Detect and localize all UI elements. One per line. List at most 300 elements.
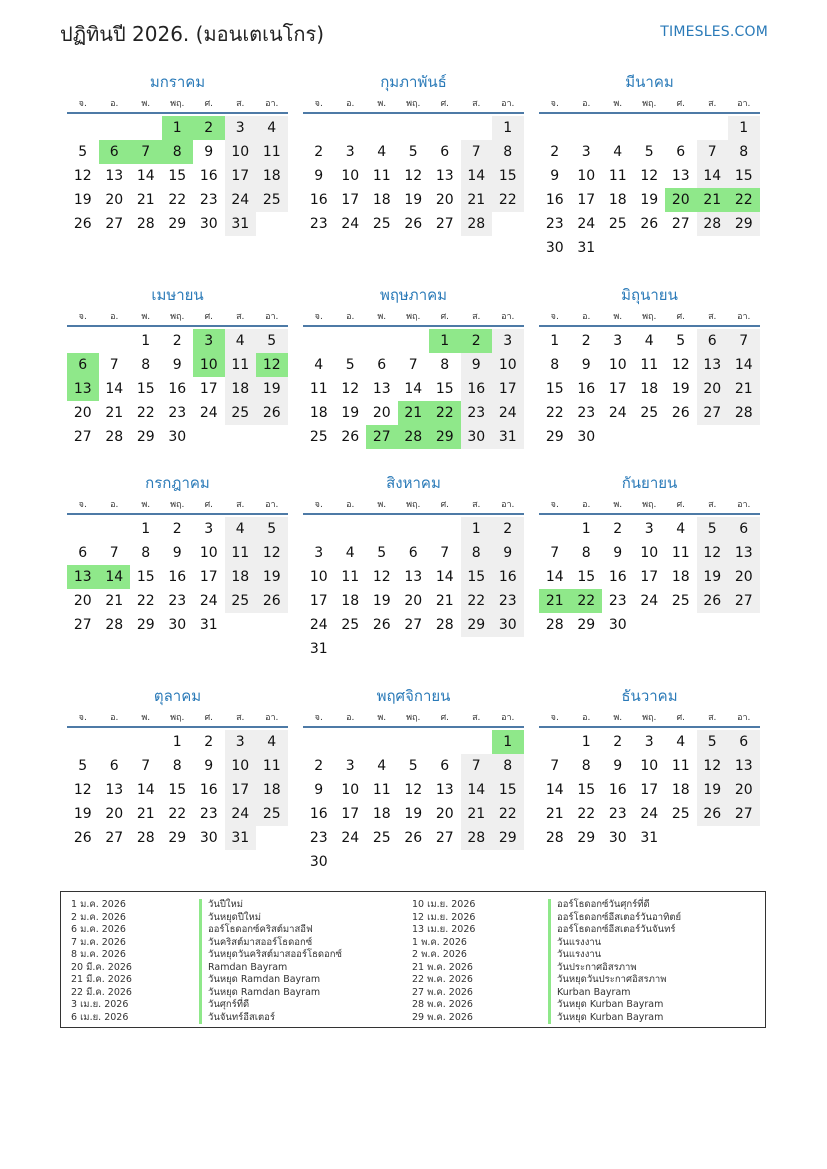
day-cell[interactable]: 6 [728,730,760,754]
day-cell[interactable]: 31 [199,617,218,633]
day-cell[interactable]: 21 [105,593,124,609]
day-cell[interactable]: 8 [581,758,591,774]
day-cell[interactable]: 23 [608,593,627,609]
day-cell[interactable]: 19 [256,565,288,589]
day-cell[interactable]: 22 [492,188,524,212]
day-cell[interactable]: 10 [199,545,218,561]
day-cell[interactable]: 24 [225,802,257,826]
day-cell[interactable]: 12 [73,782,92,798]
day-cell[interactable]: 27 [435,216,454,232]
day-cell[interactable]: 30 [309,854,328,870]
day-cell[interactable]: 30 [492,613,524,637]
day-cell[interactable]: 1 [728,116,760,140]
day-cell[interactable]: 2 [581,333,591,349]
day-cell[interactable]: 3 [193,329,225,353]
day-cell[interactable]: 15 [168,168,187,184]
day-cell[interactable]: 16 [199,782,218,798]
day-cell[interactable]: 23 [168,405,187,421]
day-cell[interactable]: 15 [728,164,760,188]
day-cell[interactable]: 9 [314,782,324,798]
day-cell[interactable]: 11 [256,754,288,778]
day-cell[interactable]: 18 [256,164,288,188]
day-cell[interactable]: 6 [99,140,131,164]
day-cell[interactable]: 16 [608,782,627,798]
day-cell[interactable]: 11 [608,168,627,184]
day-cell[interactable]: 21 [105,405,124,421]
day-cell[interactable]: 21 [461,802,493,826]
day-cell[interactable]: 30 [168,617,187,633]
day-cell[interactable]: 17 [640,569,659,585]
day-cell[interactable]: 24 [309,617,328,633]
day-cell[interactable]: 19 [372,593,391,609]
day-cell[interactable]: 6 [109,758,119,774]
day-cell[interactable]: 9 [314,168,324,184]
day-cell[interactable]: 28 [136,216,155,232]
day-cell[interactable]: 1 [162,116,194,140]
day-cell[interactable]: 2 [193,116,225,140]
day-cell[interactable]: 14 [404,381,423,397]
day-cell[interactable]: 6 [78,545,88,561]
day-cell[interactable]: 14 [545,569,564,585]
day-cell[interactable]: 5 [78,144,88,160]
day-cell[interactable]: 15 [461,565,493,589]
day-cell[interactable]: 31 [309,641,328,657]
day-cell[interactable]: 17 [225,164,257,188]
day-cell[interactable]: 27 [404,617,423,633]
day-cell[interactable]: 15 [435,381,454,397]
day-cell[interactable]: 7 [440,545,450,561]
day-cell[interactable]: 23 [577,405,596,421]
day-cell[interactable]: 22 [168,806,187,822]
day-cell[interactable]: 3 [581,144,591,160]
day-cell[interactable]: 30 [577,429,596,445]
day-cell[interactable]: 25 [671,806,690,822]
day-cell[interactable]: 27 [73,617,92,633]
day-cell[interactable]: 12 [256,353,288,377]
day-cell[interactable]: 13 [671,168,690,184]
day-cell[interactable]: 8 [141,357,151,373]
day-cell[interactable]: 18 [341,593,360,609]
day-cell[interactable]: 6 [408,545,418,561]
day-cell[interactable]: 25 [225,589,257,613]
day-cell[interactable]: 7 [109,545,119,561]
day-cell[interactable]: 26 [404,216,423,232]
day-cell[interactable]: 5 [256,517,288,541]
day-cell[interactable]: 14 [435,569,454,585]
day-cell[interactable]: 5 [676,333,686,349]
day-cell[interactable]: 29 [492,826,524,850]
day-cell[interactable]: 2 [613,521,623,537]
day-cell[interactable]: 15 [168,782,187,798]
day-cell[interactable]: 22 [461,589,493,613]
day-cell[interactable]: 20 [728,565,760,589]
day-cell[interactable]: 12 [73,168,92,184]
day-cell[interactable]: 17 [608,381,627,397]
day-cell[interactable]: 20 [697,377,729,401]
day-cell[interactable]: 16 [168,381,187,397]
day-cell[interactable]: 12 [671,357,690,373]
day-cell[interactable]: 19 [404,806,423,822]
day-cell[interactable]: 24 [225,188,257,212]
day-cell[interactable]: 12 [640,168,659,184]
day-cell[interactable]: 28 [461,212,493,236]
day-cell[interactable]: 18 [256,778,288,802]
day-cell[interactable]: 27 [435,830,454,846]
day-cell[interactable]: 3 [644,734,654,750]
day-cell[interactable]: 1 [141,521,151,537]
day-cell[interactable]: 7 [130,140,162,164]
day-cell[interactable]: 18 [671,569,690,585]
day-cell[interactable]: 1 [581,734,591,750]
day-cell[interactable]: 26 [640,216,659,232]
day-cell[interactable]: 11 [671,758,690,774]
day-cell[interactable]: 23 [461,401,493,425]
day-cell[interactable]: 3 [492,329,524,353]
day-cell[interactable]: 10 [225,140,257,164]
day-cell[interactable]: 30 [199,830,218,846]
day-cell[interactable]: 22 [577,806,596,822]
day-cell[interactable]: 13 [105,782,124,798]
day-cell[interactable]: 16 [577,381,596,397]
day-cell[interactable]: 7 [550,545,560,561]
day-cell[interactable]: 28 [136,830,155,846]
day-cell[interactable]: 2 [461,329,493,353]
day-cell[interactable]: 2 [613,734,623,750]
day-cell[interactable]: 18 [640,381,659,397]
day-cell[interactable]: 23 [168,593,187,609]
day-cell[interactable]: 14 [99,565,131,589]
day-cell[interactable]: 10 [225,754,257,778]
day-cell[interactable]: 26 [671,405,690,421]
day-cell[interactable]: 1 [492,730,524,754]
day-cell[interactable]: 31 [225,826,257,850]
day-cell[interactable]: 20 [728,778,760,802]
day-cell[interactable]: 29 [577,830,596,846]
day-cell[interactable]: 9 [204,758,214,774]
day-cell[interactable]: 23 [545,216,564,232]
day-cell[interactable]: 5 [408,144,418,160]
day-cell[interactable]: 13 [435,168,454,184]
day-cell[interactable]: 20 [435,806,454,822]
day-cell[interactable]: 21 [539,589,571,613]
day-cell[interactable]: 28 [435,617,454,633]
day-cell[interactable]: 4 [225,329,257,353]
day-cell[interactable]: 29 [429,425,461,449]
day-cell[interactable]: 21 [398,401,430,425]
day-cell[interactable]: 27 [105,830,124,846]
day-cell[interactable]: 14 [545,782,564,798]
day-cell[interactable]: 21 [545,806,564,822]
day-cell[interactable]: 2 [492,517,524,541]
day-cell[interactable]: 24 [199,593,218,609]
day-cell[interactable]: 4 [676,521,686,537]
day-cell[interactable]: 17 [309,593,328,609]
day-cell[interactable]: 23 [309,216,328,232]
day-cell[interactable]: 5 [377,545,387,561]
day-cell[interactable]: 26 [341,429,360,445]
day-cell[interactable]: 6 [440,144,450,160]
day-cell[interactable]: 7 [461,754,493,778]
day-cell[interactable]: 10 [577,168,596,184]
day-cell[interactable]: 8 [492,140,524,164]
day-cell[interactable]: 16 [309,192,328,208]
day-cell[interactable]: 18 [225,377,257,401]
day-cell[interactable]: 7 [697,140,729,164]
day-cell[interactable]: 8 [141,545,151,561]
day-cell[interactable]: 23 [199,806,218,822]
day-cell[interactable]: 25 [372,830,391,846]
day-cell[interactable]: 4 [644,333,654,349]
day-cell[interactable]: 2 [172,521,182,537]
day-cell[interactable]: 30 [461,425,493,449]
day-cell[interactable]: 9 [172,545,182,561]
day-cell[interactable]: 21 [435,593,454,609]
day-cell[interactable]: 27 [105,216,124,232]
day-cell[interactable]: 2 [550,144,560,160]
day-cell[interactable]: 27 [728,802,760,826]
day-cell[interactable]: 30 [199,216,218,232]
day-cell[interactable]: 29 [545,429,564,445]
day-cell[interactable]: 25 [225,401,257,425]
day-cell[interactable]: 5 [78,758,88,774]
day-cell[interactable]: 5 [256,329,288,353]
day-cell[interactable]: 20 [404,593,423,609]
day-cell[interactable]: 17 [492,377,524,401]
day-cell[interactable]: 31 [640,830,659,846]
day-cell[interactable]: 24 [341,216,360,232]
day-cell[interactable]: 22 [168,192,187,208]
day-cell[interactable]: 18 [309,405,328,421]
day-cell[interactable]: 26 [73,830,92,846]
day-cell[interactable]: 28 [398,425,430,449]
day-cell[interactable]: 19 [73,192,92,208]
day-cell[interactable]: 20 [665,188,697,212]
day-cell[interactable]: 9 [613,758,623,774]
day-cell[interactable]: 28 [728,401,760,425]
day-cell[interactable]: 11 [671,545,690,561]
day-cell[interactable]: 11 [309,381,328,397]
day-cell[interactable]: 3 [204,521,214,537]
day-cell[interactable]: 16 [461,377,493,401]
day-cell[interactable]: 23 [199,192,218,208]
day-cell[interactable]: 7 [461,140,493,164]
day-cell[interactable]: 23 [492,589,524,613]
day-cell[interactable]: 4 [377,144,387,160]
day-cell[interactable]: 13 [67,565,99,589]
day-cell[interactable]: 1 [492,116,524,140]
day-cell[interactable]: 9 [461,353,493,377]
day-cell[interactable]: 19 [256,377,288,401]
day-cell[interactable]: 10 [640,545,659,561]
day-cell[interactable]: 25 [671,593,690,609]
day-cell[interactable]: 11 [341,569,360,585]
day-cell[interactable]: 14 [697,164,729,188]
day-cell[interactable]: 1 [172,734,182,750]
day-cell[interactable]: 23 [608,806,627,822]
day-cell[interactable]: 20 [435,192,454,208]
day-cell[interactable]: 15 [492,164,524,188]
day-cell[interactable]: 12 [697,754,729,778]
day-cell[interactable]: 9 [550,168,560,184]
day-cell[interactable]: 19 [671,381,690,397]
day-cell[interactable]: 17 [199,569,218,585]
day-cell[interactable]: 17 [199,381,218,397]
day-cell[interactable]: 20 [73,405,92,421]
day-cell[interactable]: 9 [581,357,591,373]
day-cell[interactable]: 6 [728,517,760,541]
day-cell[interactable]: 2 [204,734,214,750]
day-cell[interactable]: 11 [372,168,391,184]
day-cell[interactable]: 14 [461,164,493,188]
day-cell[interactable]: 3 [644,521,654,537]
day-cell[interactable]: 28 [461,826,493,850]
day-cell[interactable]: 15 [136,381,155,397]
day-cell[interactable]: 7 [550,758,560,774]
day-cell[interactable]: 24 [640,593,659,609]
day-cell[interactable]: 10 [640,758,659,774]
day-cell[interactable]: 10 [193,353,225,377]
day-cell[interactable]: 30 [545,240,564,256]
day-cell[interactable]: 15 [577,782,596,798]
day-cell[interactable]: 31 [225,212,257,236]
day-cell[interactable]: 2 [314,144,324,160]
day-cell[interactable]: 24 [341,830,360,846]
day-cell[interactable]: 16 [309,806,328,822]
day-cell[interactable]: 24 [577,216,596,232]
day-cell[interactable]: 18 [671,782,690,798]
day-cell[interactable]: 16 [545,192,564,208]
day-cell[interactable]: 28 [697,212,729,236]
day-cell[interactable]: 13 [728,754,760,778]
day-cell[interactable]: 26 [404,830,423,846]
day-cell[interactable]: 12 [697,541,729,565]
day-cell[interactable]: 27 [671,216,690,232]
day-cell[interactable]: 7 [408,357,418,373]
day-cell[interactable]: 18 [225,565,257,589]
day-cell[interactable]: 8 [728,140,760,164]
day-cell[interactable]: 1 [429,329,461,353]
day-cell[interactable]: 29 [168,830,187,846]
day-cell[interactable]: 19 [73,806,92,822]
day-cell[interactable]: 4 [225,517,257,541]
day-cell[interactable]: 14 [136,168,155,184]
day-cell[interactable]: 19 [341,405,360,421]
day-cell[interactable]: 7 [728,329,760,353]
day-cell[interactable]: 25 [640,405,659,421]
brand-link[interactable]: TIMESLES.COM [660,24,768,40]
day-cell[interactable]: 6 [67,353,99,377]
day-cell[interactable]: 31 [492,425,524,449]
day-cell[interactable]: 8 [162,140,194,164]
day-cell[interactable]: 4 [256,116,288,140]
day-cell[interactable]: 25 [256,802,288,826]
day-cell[interactable]: 16 [608,569,627,585]
day-cell[interactable]: 22 [136,405,155,421]
day-cell[interactable]: 29 [461,613,493,637]
day-cell[interactable]: 13 [67,377,99,401]
day-cell[interactable]: 3 [225,116,257,140]
day-cell[interactable]: 30 [608,617,627,633]
day-cell[interactable]: 14 [105,381,124,397]
day-cell[interactable]: 11 [256,140,288,164]
day-cell[interactable]: 2 [172,333,182,349]
day-cell[interactable]: 17 [640,782,659,798]
day-cell[interactable]: 11 [640,357,659,373]
day-cell[interactable]: 11 [225,541,257,565]
day-cell[interactable]: 11 [372,782,391,798]
day-cell[interactable]: 6 [377,357,387,373]
day-cell[interactable]: 21 [136,192,155,208]
day-cell[interactable]: 26 [73,216,92,232]
day-cell[interactable]: 10 [341,782,360,798]
day-cell[interactable]: 12 [404,168,423,184]
day-cell[interactable]: 17 [225,778,257,802]
day-cell[interactable]: 24 [492,401,524,425]
day-cell[interactable]: 4 [676,734,686,750]
day-cell[interactable]: 15 [136,569,155,585]
day-cell[interactable]: 5 [644,144,654,160]
day-cell[interactable]: 3 [345,144,355,160]
day-cell[interactable]: 24 [640,806,659,822]
day-cell[interactable]: 9 [172,357,182,373]
day-cell[interactable]: 16 [492,565,524,589]
day-cell[interactable]: 22 [728,188,760,212]
day-cell[interactable]: 3 [314,545,324,561]
day-cell[interactable]: 26 [372,617,391,633]
day-cell[interactable]: 8 [172,758,182,774]
day-cell[interactable]: 23 [309,830,328,846]
day-cell[interactable]: 13 [105,168,124,184]
day-cell[interactable]: 22 [571,589,603,613]
day-cell[interactable]: 16 [199,168,218,184]
day-cell[interactable]: 25 [309,429,328,445]
day-cell[interactable]: 19 [697,565,729,589]
day-cell[interactable]: 19 [640,192,659,208]
day-cell[interactable]: 16 [168,569,187,585]
day-cell[interactable]: 26 [256,401,288,425]
day-cell[interactable]: 2 [314,758,324,774]
day-cell[interactable]: 12 [404,782,423,798]
day-cell[interactable]: 4 [256,730,288,754]
day-cell[interactable]: 12 [341,381,360,397]
day-cell[interactable]: 15 [492,778,524,802]
day-cell[interactable]: 8 [461,541,493,565]
day-cell[interactable]: 13 [697,353,729,377]
day-cell[interactable]: 27 [366,425,398,449]
day-cell[interactable]: 21 [461,188,493,212]
day-cell[interactable]: 26 [697,589,729,613]
day-cell[interactable]: 17 [577,192,596,208]
day-cell[interactable]: 21 [728,377,760,401]
day-cell[interactable]: 3 [345,758,355,774]
day-cell[interactable]: 25 [608,216,627,232]
day-cell[interactable]: 1 [581,521,591,537]
day-cell[interactable]: 24 [199,405,218,421]
day-cell[interactable]: 15 [545,381,564,397]
day-cell[interactable]: 21 [697,188,729,212]
day-cell[interactable]: 18 [372,192,391,208]
day-cell[interactable]: 5 [345,357,355,373]
day-cell[interactable]: 13 [728,541,760,565]
day-cell[interactable]: 1 [550,333,560,349]
day-cell[interactable]: 13 [404,569,423,585]
day-cell[interactable]: 14 [461,778,493,802]
day-cell[interactable]: 20 [105,806,124,822]
day-cell[interactable]: 25 [256,188,288,212]
day-cell[interactable]: 7 [141,758,151,774]
day-cell[interactable]: 17 [341,192,360,208]
day-cell[interactable]: 25 [341,617,360,633]
